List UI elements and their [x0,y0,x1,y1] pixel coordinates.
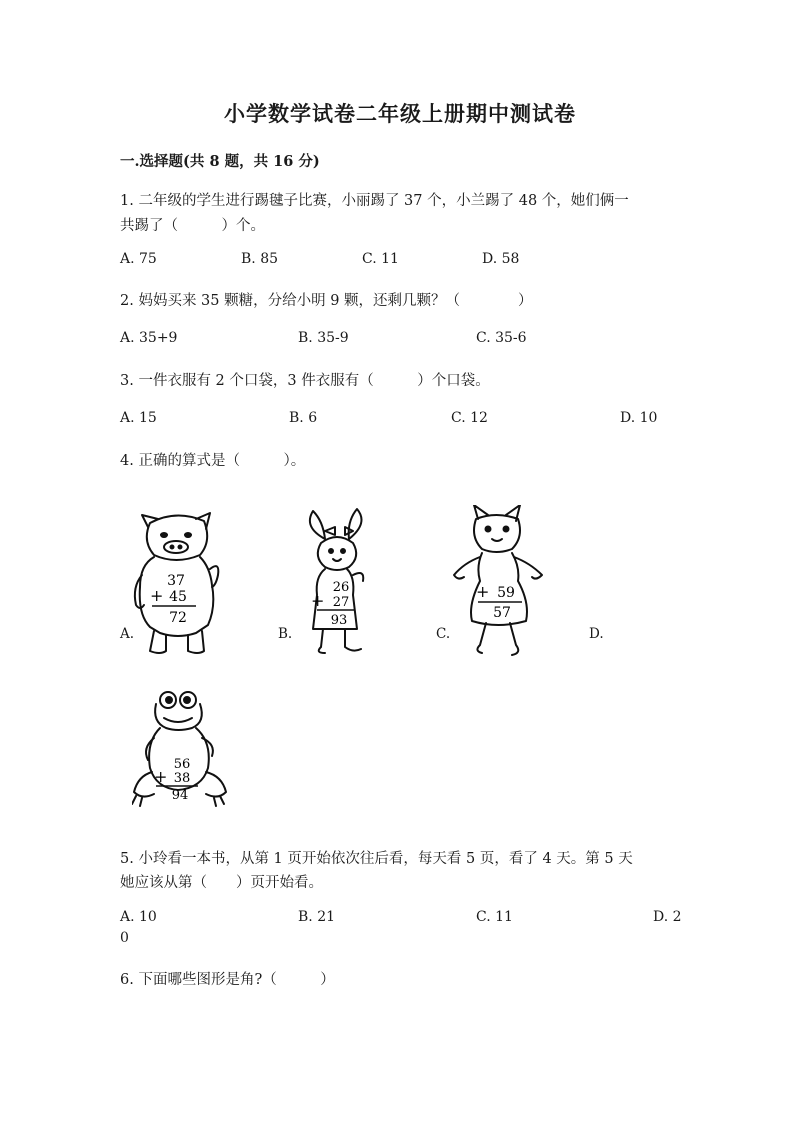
rabbit-top-number: 26 [332,580,350,595]
question-3-option-c: C. 12 [451,410,488,426]
question-4-label-d: D. [589,626,604,642]
question-5-option-c: C. 11 [476,909,513,925]
rabbit-figure [295,503,385,658]
frog-result-number: 94 [171,788,189,803]
question-5-option-a: A. 10 [120,909,157,925]
question-4-line-1: 4. 正确的算式是（ ）。 [120,453,306,469]
frog-plus-sign: + [154,767,168,786]
rabbit-plus-sign: + [311,591,325,610]
question-2-line-1: 2. 妈妈买来 35 颗糖，分给小明 9 颗，还剩几颗？（ ） [120,293,533,309]
question-2-option-c: C. 35-6 [476,330,527,346]
question-4-label-a: A. [120,626,135,642]
question-2-option-b: B. 35-9 [298,330,349,346]
frog-figure [132,688,232,808]
question-3-line-1: 3. 一件衣服有 2 个口袋，3 件衣服有（ ）个口袋。 [120,373,490,389]
question-2-option-a: A. 35+9 [120,330,178,346]
question-5-line-2: 她应该从第（ ）页开始看。 [120,875,323,891]
question-1-option-a: A. 75 [120,251,157,267]
question-1-option-c: C. 11 [362,251,399,267]
question-6-line-1: 6. 下面哪些图形是角?（ ） [120,972,335,988]
pig-bottom-number: 45 [169,589,187,605]
question-4-label-b: B. [278,626,293,642]
question-4-label-c: C. [436,626,451,642]
question-5-option-d: D. 2 [653,909,682,925]
cat-plus-sign: + [476,582,490,601]
rabbit-result-number: 93 [330,613,348,628]
rabbit-bottom-number: 27 [332,595,350,610]
question-5-option-b: B. 21 [298,909,336,925]
question-5-line-1: 5. 小玲看一本书，从第 1 页开始依次往后看，每天看 5 页，看了 4 天。第 5 天 [120,851,633,867]
question-3-option-d: D. 10 [620,410,658,426]
pig-plus-sign: + [150,586,164,605]
pig-top-number: 37 [167,573,185,589]
cat-result-number: 57 [493,605,511,621]
page-title: 小学数学试卷二年级上册期中测试卷 [224,101,576,126]
question-5-option-d-wrap: 0 [120,930,129,946]
question-1-option-d: D. 58 [482,251,520,267]
frog-top-number: 56 [173,757,191,772]
cat-figure [450,505,550,663]
pig-figure [130,505,230,660]
question-1-line-2: 共踢了（ ）个。 [120,218,265,234]
question-3-option-b: B. 6 [289,410,318,426]
pig-result-number: 72 [169,610,187,626]
question-1-line-1: 1. 二年级的学生进行踢毽子比赛，小丽踢了 37 个，小兰踢了 48 个，她们俩一 [120,193,629,209]
question-1-option-b: B. 85 [241,251,279,267]
frog-bottom-number: 38 [173,771,191,786]
section-heading: 一.选择题(共 8 题，共 16 分) [120,153,320,170]
question-3-option-a: A. 15 [120,410,157,426]
cat-bottom-number: 59 [497,585,515,601]
